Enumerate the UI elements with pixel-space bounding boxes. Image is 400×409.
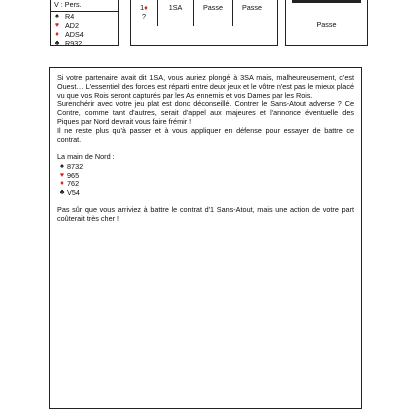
north-diamonds-value: 762: [67, 179, 80, 189]
bid-east-1: Passe: [203, 3, 223, 12]
contract-box: [285, 0, 368, 46]
hand-row-spades: [52, 13, 118, 22]
north-clubs-value: V54: [67, 188, 80, 198]
hand-row-clubs: [52, 40, 118, 49]
commentary-box: [49, 67, 362, 409]
bid-south-1: Passe: [242, 3, 262, 12]
north-row-diamonds: [57, 180, 354, 189]
north-hearts-value: 965: [67, 170, 80, 180]
spade-icon: ♠: [60, 162, 64, 170]
club-icon: ♣: [59, 189, 65, 197]
contract-header-bar: [292, 0, 361, 3]
hand-spades-value: R4: [65, 11, 75, 21]
bidding-table: [130, 0, 278, 46]
contract-result: Passe: [316, 20, 337, 29]
paragraph-2: Surenchérir avec votre jeu plat est donc déconseillé. Contrer le Sans-Atout adverse ? Ce Contre, comme tant d'autres, serait d'appel aux majeures et l'annonce éventuelle des Piques par Nord devrait vous faire frémir !: [57, 99, 354, 126]
diamond-icon: ♦: [60, 180, 64, 188]
north-row-hearts: [57, 171, 354, 180]
hand-clubs-value: R932: [65, 38, 83, 48]
paragraph-3: Il ne reste plus qu'à passer et à vous appliquer en défense pour essayer de battre ce contrat.: [57, 125, 354, 144]
paragraph-4: Pas sûr que vous arriviez à battre le contrat d'1 Sans-Atout, mais une action de votre part coûterait très cher !: [57, 204, 354, 223]
diamond-icon: ♦: [144, 3, 148, 12]
paragraph-1: Si votre partenaire avait dit 1SA, vous auriez plongé à 3SA mais, malheureusement, c'est Ouest… L'essentiel des forces est réparti entre deux jeux et le vôtre n'est pas le mieux placé vu que vos Rois seront capturés par les As ennemis et vos Dames par les Rois.: [57, 73, 354, 100]
north-spades-value: 8732: [67, 161, 84, 171]
hand-row-hearts: [52, 22, 118, 31]
north-row-spades: [57, 162, 354, 171]
hand-divider: [51, 11, 118, 12]
bid-west-1-level: 1: [140, 3, 145, 12]
hand-hearts-value: AD2: [65, 20, 79, 30]
hand-row-diamonds: [52, 31, 118, 40]
spade-icon: ♠: [55, 12, 59, 20]
west-hand-box: [50, 0, 119, 46]
hand-diamonds-value: ADS4: [65, 29, 84, 39]
club-icon: ♣: [54, 39, 60, 47]
bid-north-1: 1SA: [168, 3, 183, 12]
bid-row-2: [131, 12, 277, 22]
diamond-icon: ♦: [55, 30, 59, 38]
heart-icon: ♥: [54, 21, 60, 29]
hand-title: V : Pers.: [54, 0, 82, 9]
bid-west-2: ?: [142, 12, 146, 21]
north-hand-title: La main de Nord :: [57, 152, 115, 162]
north-row-clubs: [57, 188, 354, 197]
heart-icon: ♥: [59, 171, 65, 179]
